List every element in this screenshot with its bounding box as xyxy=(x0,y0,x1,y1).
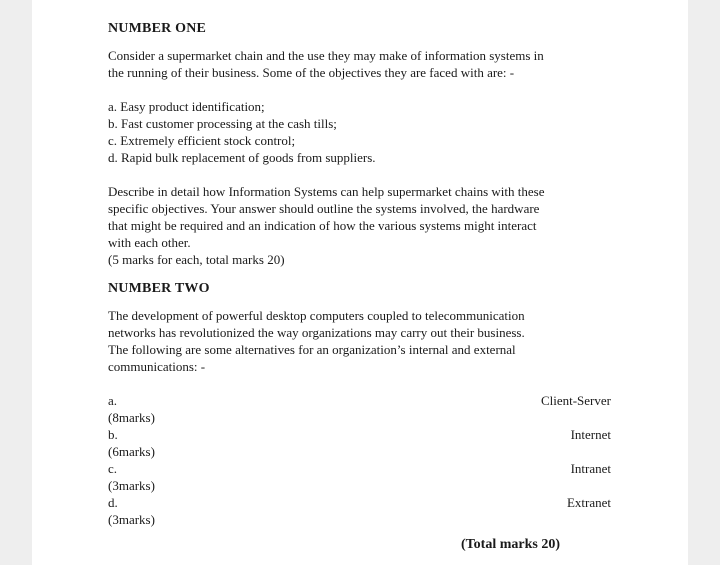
objective-item: c. Extremely efficient stock control; xyxy=(108,133,296,148)
alternative-marks: (6marks) xyxy=(108,444,155,459)
section-two-heading: NUMBER TWO xyxy=(108,281,210,296)
alternative-name: Intranet xyxy=(570,461,611,476)
alternative-row xyxy=(108,460,611,477)
alternative-marks: (3marks) xyxy=(108,512,155,527)
alternative-name: Internet xyxy=(570,427,611,442)
alternative-letter: d. xyxy=(108,495,118,510)
section-one-marks: (5 marks for each, total marks 20) xyxy=(108,252,285,267)
intro-line: the running of their business. Some of the objectives they are faced with are: - xyxy=(108,65,515,80)
document-page xyxy=(32,0,688,565)
paragraph-line: The following are some alternatives for an organization’s internal and external xyxy=(108,342,516,357)
task-line: that might be required and an indication of how the various systems might interact xyxy=(108,218,537,233)
task-line: specific objectives. Your answer should outline the systems involved, the hardware xyxy=(108,201,540,216)
section-one-task xyxy=(108,183,611,251)
alternative-marks: (8marks) xyxy=(108,410,155,425)
section-one-heading: NUMBER ONE xyxy=(108,21,207,36)
alternative-row xyxy=(108,494,611,511)
paragraph-line: communications: - xyxy=(108,359,206,374)
objective-item: b. Fast customer processing at the cash tills; xyxy=(108,116,337,131)
alternatives-list xyxy=(108,392,611,528)
task-line: with each other. xyxy=(108,235,191,250)
alternative-letter: a. xyxy=(108,393,118,408)
objective-item: d. Rapid bulk replacement of goods from suppliers. xyxy=(108,150,376,165)
alternative-letter: b. xyxy=(108,427,118,442)
alternative-row xyxy=(108,392,611,409)
task-line: Describe in detail how Information Systems can help supermarket chains with these xyxy=(108,184,545,199)
section-two-paragraph xyxy=(108,307,611,375)
alternative-marks: (3marks) xyxy=(108,478,155,493)
objective-item: a. Easy product identification; xyxy=(108,99,265,114)
paragraph-line: networks has revolutionized the way organizations may carry out their business. xyxy=(108,325,525,340)
total-marks: (Total marks 20) xyxy=(460,537,560,552)
section-one-intro xyxy=(108,47,611,81)
document-content xyxy=(108,20,611,553)
alternative-letter: c. xyxy=(108,461,118,476)
alternative-name: Client-Server xyxy=(540,393,611,408)
alternative-name: Extranet xyxy=(566,495,611,510)
intro-line: Consider a supermarket chain and the use they may make of information systems in xyxy=(108,48,544,63)
paragraph-line: The development of powerful desktop computers coupled to telecommunication xyxy=(108,308,525,323)
objectives-list xyxy=(108,98,611,166)
alternative-row xyxy=(108,426,611,443)
